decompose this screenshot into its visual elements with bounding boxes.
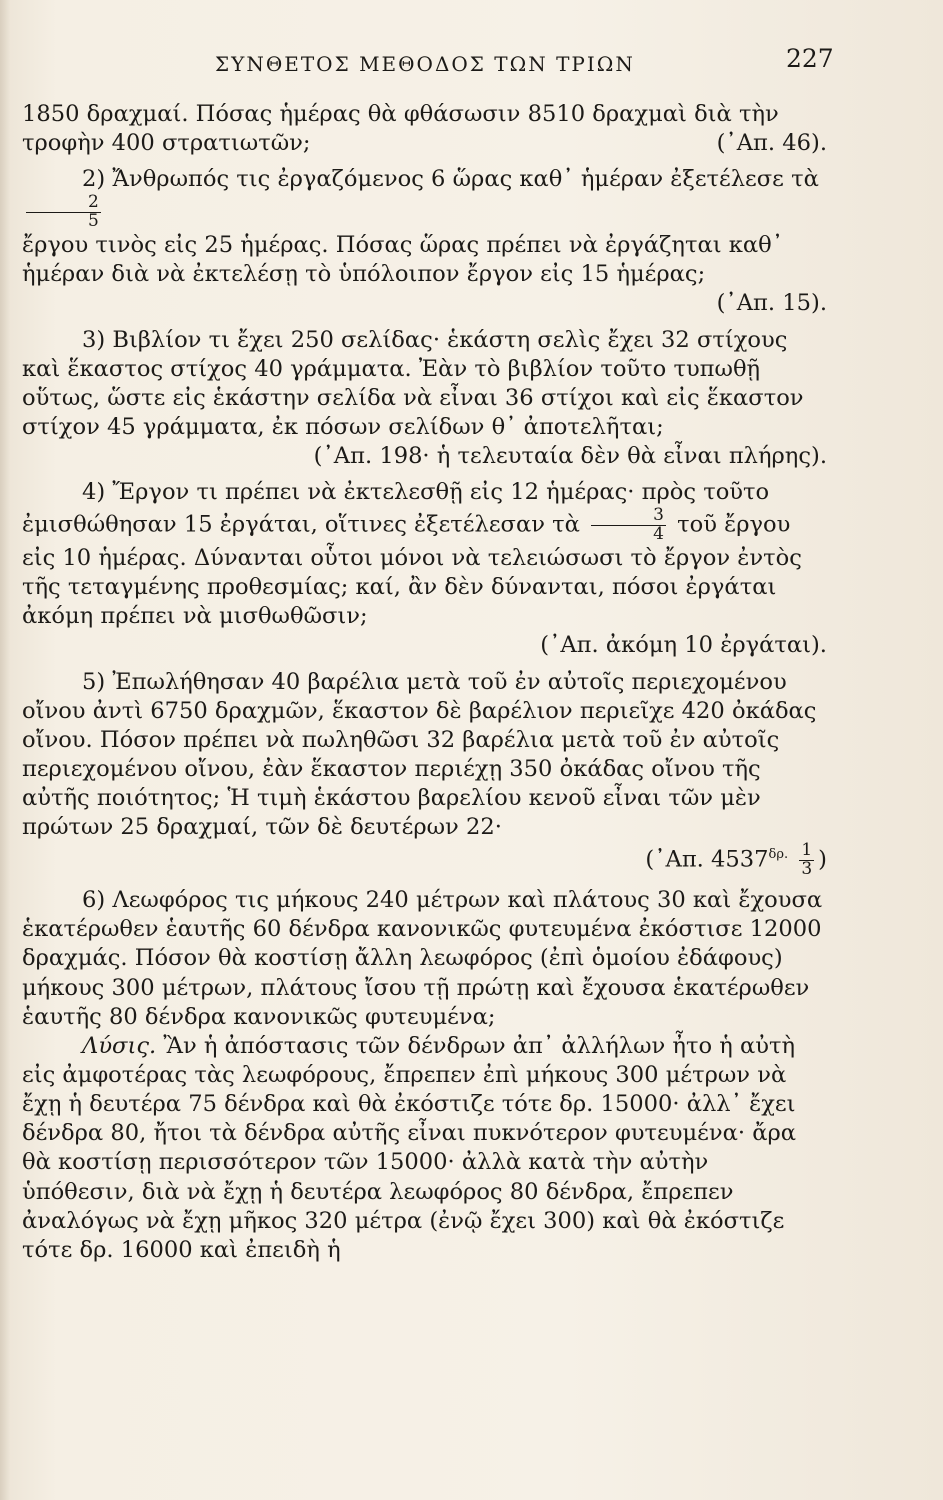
exercise-6-solution xyxy=(22,1032,827,1265)
exercise-6 xyxy=(22,886,827,1265)
exercise-2-answer: (᾿Απ. 15). xyxy=(716,290,827,317)
exercise-6-text: 6) Λεωφόρος τις μήκους 240 μέτρων καὶ πλάτους 30 καὶ ἔχουσα ἑκατέρωθεν ἑαυτῆς 60 δένδρα κανονικῶς φυτευμένα ἐκόστισε 12000 δραχμάς. Πόσον θὰ κοστίσῃ ἄλλη λεωφόρος (ἐπὶ ὁμοίου ἐδάφους) μήκους 300 μέτρων, πλάτους ἴσου τῇ πρώτῃ καὶ ἔχουσα ἑκατέρωθεν ἑαυτῆς 80 δένδρα κανονικῶς φυτευμένα; xyxy=(22,887,823,1030)
fraction-denominator: 3 xyxy=(801,859,813,880)
exercise-3-answer: (᾿Απ. 198· ἡ τελευταία δὲν θὰ εἶναι πλήρης). xyxy=(313,443,827,470)
solution-text: Ἂν ἡ ἀπόστασις τῶν δένδρων ἀπ᾿ ἀλλήλων ἦτο ἡ αὐτὴ εἰς ἀμφοτέρας τὰς λεωφόρους, ἔπρεπεν ἐπὶ μήκους 300 μέτρων νὰ ἔχῃ ἡ δευτέρα 75 δένδρα καὶ θὰ ἐκόστιζε τότε δρ. 15000· ἀλλ᾿ ἔχει δένδρα 80, ἤτοι τὰ δένδρα αὐτῆς εἶναι πυκνότερον φυτευμένα· ἄρα θὰ κοστίσῃ περισσότερον τῶν 15000· ἀλλὰ κατὰ τὴν αὐτὴν ὑπόθεσιν, διὰ νὰ ἔχῃ ἡ δευτέρα λεωφόρος 80 δένδρα, ἔπρεπεν ἀναλόγως νὰ ἔχῃ μῆκος 320 μέτρα (ἐνῷ ἔχει 300) καὶ θὰ ἐκόστιζε τότε δρ. 16000 καὶ ἐπειδὴ ἡ xyxy=(22,1032,797,1263)
fraction-one-third xyxy=(799,842,814,879)
exercise-5 xyxy=(22,668,827,880)
exercise-4-answer: (᾿Απ. ἀκόμη 10 ἐργάται). xyxy=(540,632,827,659)
exercise-4 xyxy=(22,478,827,660)
answer-unit-superscript: δρ. xyxy=(768,847,789,863)
exercise-1-answer: (᾿Απ. 46). xyxy=(716,130,827,157)
page-body xyxy=(22,100,827,1265)
fraction-three-quarters xyxy=(591,507,666,544)
exercise-3-text: 3) Βιβλίον τι ἔχει 250 σελίδας· ἑκάστη σελὶς ἔχει 32 στίχους καὶ ἕκαστος στίχος 40 γράμματα. Ἐὰν τὸ βιβλίον τοῦτο τυπωθῇ οὕτως, ὥστε εἰς ἑκάστην σελίδα νὰ εἶναι 36 στίχοι καὶ εἰς ἕκαστον στίχον 45 γράμματα, ἐκ πόσων σελίδων θ᾿ ἀποτελῆται; xyxy=(22,326,804,440)
exercise-3 xyxy=(22,326,827,472)
exercise-2-text-a: 2) Ἄνθρωπός τις ἐργαζόμενος 6 ὥρας καθ᾿ ἡμέραν ἐξετέλεσε τὰ xyxy=(82,166,819,193)
exercise-1 xyxy=(22,100,827,158)
exercise-2 xyxy=(22,165,827,318)
page-header xyxy=(0,40,943,80)
solution-label: Λύσις. xyxy=(82,1032,157,1059)
fraction-two-fifths xyxy=(26,194,101,231)
fraction-numerator: 2 xyxy=(26,194,101,213)
fraction-denominator: 4 xyxy=(653,524,664,545)
exercise-4-text-b: τοῦ ἔργου εἰς 10 ἡμέρας. Δύνανται οὗτοι μόνοι νὰ τελειώσωσι τὸ ἔργον ἐντὸς τῆς τεταγμένης προθεσμίας; καί, ἂν δὲν δύνανται, πόσοι ἐργάται ἀκόμη πρέπει νὰ μισθωθῶσιν; xyxy=(22,511,802,630)
exercise-4-text-a: 4) Ἔργον τι πρέπει νὰ ἐκτελεσθῇ εἰς 12 ἡμέρας· πρὸς τοῦτο ἐμισθώθησαν 15 ἐργάται, οἵτινες ἐξετέλεσαν τὰ xyxy=(22,479,770,538)
answer-prefix: (᾿Απ. 4537 xyxy=(645,846,769,873)
running-title: ΣΥΝΘΕΤΟΣ ΜΕΘΟΔΟΣ ΤΩΝ ΤΡΙΩΝ xyxy=(215,52,635,76)
page-binding-shadow xyxy=(0,0,10,1500)
answer-suffix: ) xyxy=(818,846,827,873)
fraction-numerator: 3 xyxy=(591,507,666,526)
exercise-2-text-b: ἔργου τινὸς εἰς 25 ἡμέρας. Πόσας ὥρας πρέπει νὰ ἐργάζηται καθ᾿ ἡμέραν διὰ νὰ ἐκτελέσῃ τὸ ὑπόλοιπον ἔργον εἰς 15 ἡμέρας; xyxy=(22,232,784,288)
page-number: 227 xyxy=(786,44,834,73)
exercise-1-line-2-text: τροφὴν 400 στρατιωτῶν; xyxy=(22,130,311,157)
exercise-2-line-1 xyxy=(22,165,827,231)
exercise-1-line-2 xyxy=(22,129,827,158)
exercise-5-answer xyxy=(22,842,827,879)
exercise-4-body xyxy=(22,478,827,631)
exercise-5-text: 5) Ἐπωλήθησαν 40 βαρέλια μετὰ τοῦ ἐν αὐτοῖς περιεχομένου οἴνου ἀντὶ 6750 δραχμῶν, ἕκαστον δὲ βαρέλιον περιεῖχε 420 ὀκάδας οἴνου. Πόσον πρέπει νὰ πωληθῶσι 32 βαρέλια μετὰ τοῦ ἐν αὐτοῖς περιεχομένου οἴνου, ἐὰν ἕκαστον περιέχῃ 350 ὀκάδας οἴνου τῆς αὐτῆς ποιότητος; Ἡ τιμὴ ἑκάστου βαρελίου κενοῦ εἶναι τῶν μὲν πρώτων 25 δραχμαί, τῶν δὲ δευτέρων 22· xyxy=(22,668,817,841)
fraction-denominator: 5 xyxy=(88,211,99,232)
fraction-numerator: 1 xyxy=(801,840,813,861)
exercise-1-line-1: 1850 δραχμαί. Πόσας ἡμέρας θὰ φθάσωσιν 8510 δραχμαὶ διὰ τὴν xyxy=(22,101,779,127)
